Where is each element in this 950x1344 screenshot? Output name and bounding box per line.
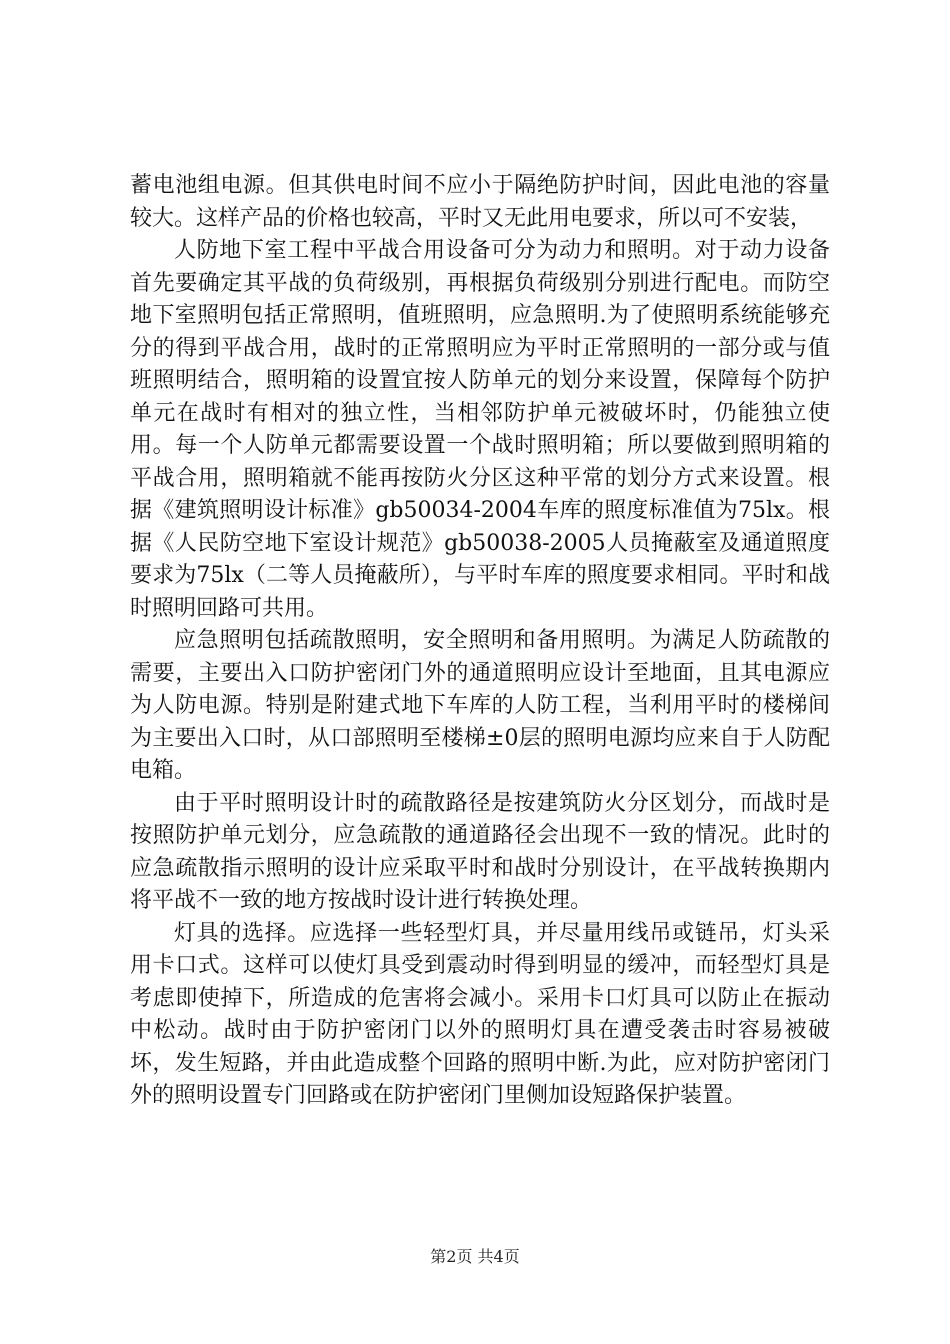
paragraph-3: 应急照明包括疏散照明，安全照明和备用照明。为满足人防疏散的需要，主要出入口防护密闭门外的通道照明应设计至地面，且其电源应为人防电源。特别是附建式地下车库的人防工程，当利用平时的楼梯间为主要出入口时，从口部照明至楼梯±0层的照明电源均应来自于人防配电箱。 [130,628,830,783]
paragraph-5: 灯具的选择。应选择一些轻型灯具，并尽量用线吊或链吊，灯头采用卡口式。这样可以使灯具受到震动时得到明显的缓冲，而轻型灯具是考虑即使掉下，所造成的危害将会减小。采用卡口灯具可以防止在振动中松动。战时由于防护密闭门以外的照明灯具在遭受袭击时容易被破坏，发生短路，并由此造成整个回路的照明中断.为此，应对防护密闭门外的照明设置专门回路或在防护密闭门里侧加设短路保护装置。 [130,920,830,1108]
page-number-footer: 第2页 共4页 [430,1247,520,1266]
document-body [130,170,830,1113]
paragraph-1: 蓄电池组电源。但其供电时间不应小于隔绝防护时间，因此电池的容量较大。这样产品的价格也较高，平时又无此用电要求，所以可不安装， [130,173,830,231]
paragraph-2: 人防地下室工程中平战合用设备可分为动力和照明。对于动力设备首先要确定其平战的负荷级别，再根据负荷级别分别进行配电。而防空地下室照明包括正常照明，值班照明，应急照明.为了使照明系统能够充分的得到平战合用，战时的正常照明应为平时正常照明的一部分或与值班照明结合，照明箱的设置宜按人防单元的划分来设置，保障每个防护单元在战时有相对的独立性，当相邻防护单元被破坏时，仍能独立使用。每一个人防单元都需要设置一个战时照明箱；所以要做到照明箱的平战合用，照明箱就不能再按防火分区这种平常的划分方式来设置。根据《建筑照明设计标准》gb50034-2004车库的照度标准值为75lx。根据《人民防空地下室设计规范》gb50038-2005人员掩蔽室及通道照度要求为75lx（二等人员掩蔽所），与平时车库的照度要求相同。平时和战时照明回路可共用。 [130,238,830,621]
paragraph-4: 由于平时照明设计时的疏散路径是按建筑防火分区划分，而战时是按照防护单元划分，应急疏散的通道路径会出现不一致的情况。此时的应急疏散指示照明的设计应采取平时和战时分别设计，在平战转换期内将平战不一致的地方按战时设计进行转换处理。 [130,790,830,913]
